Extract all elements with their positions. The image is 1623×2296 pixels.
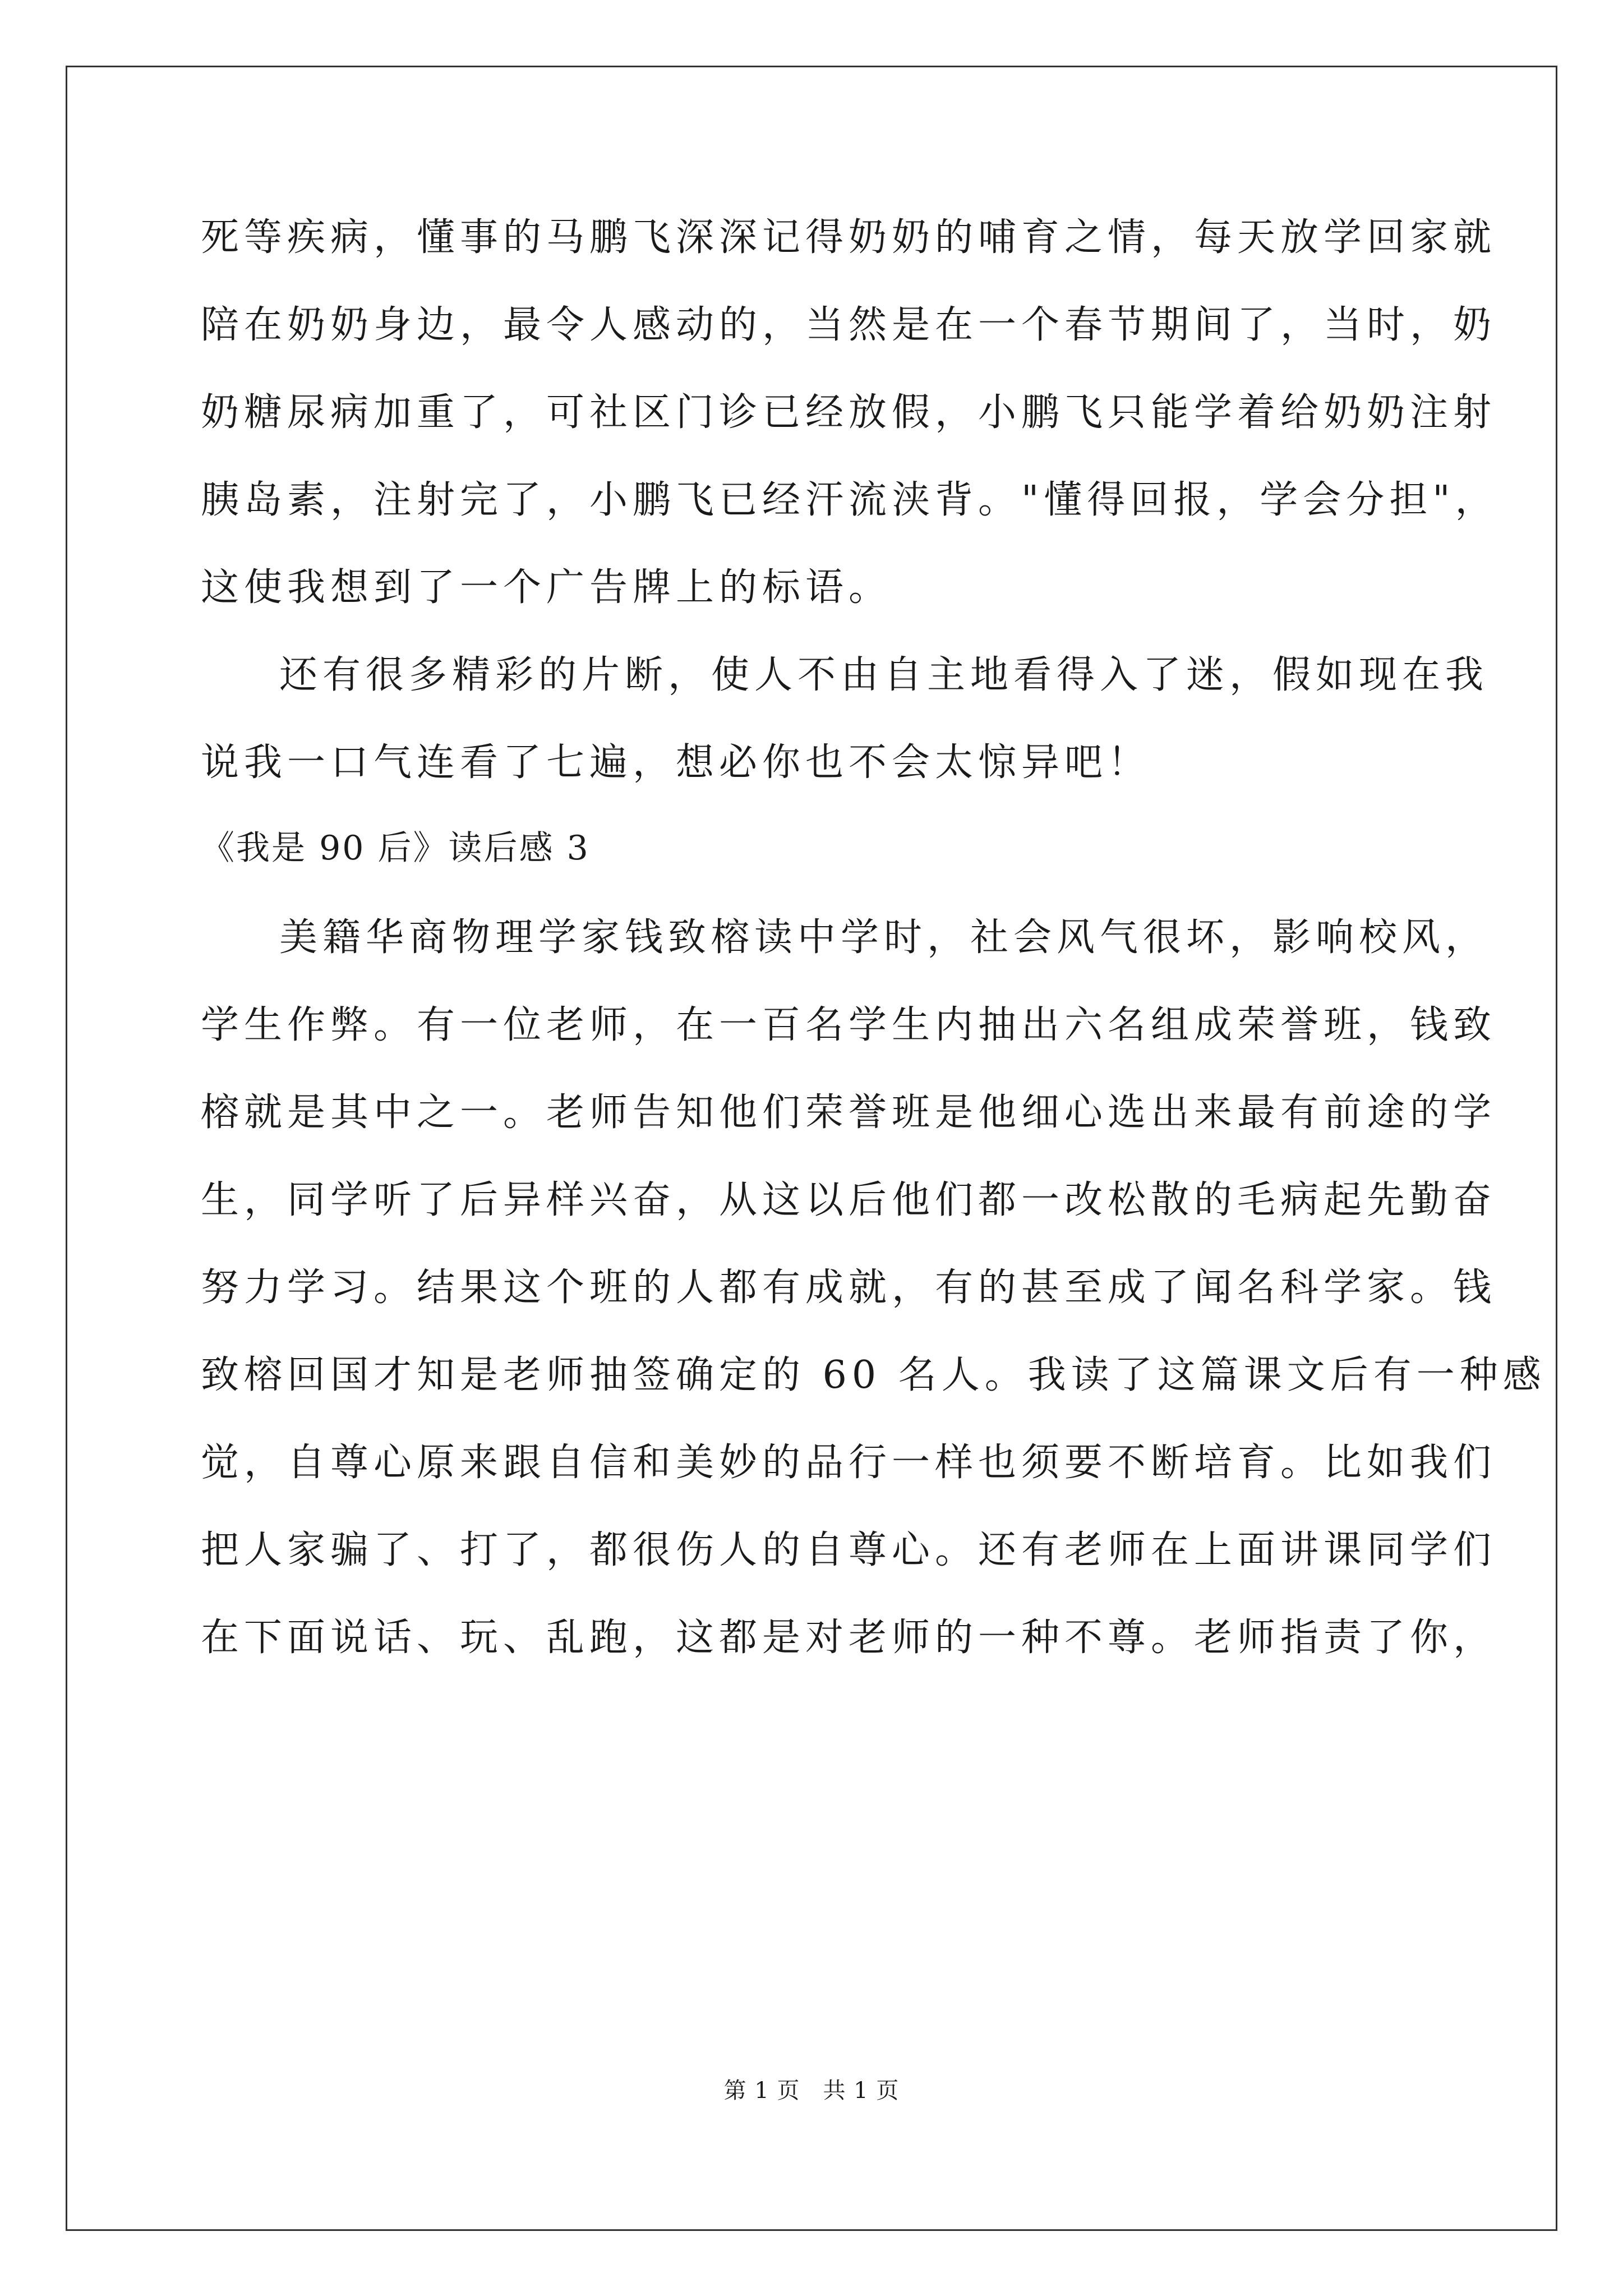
paragraph-line: 陪在奶奶身边，最令人感动的，当然是在一个春节期间了，当时，奶 [201,303,1497,347]
section-heading: 《我是 90 后》读后感 3 [201,829,590,868]
paragraph-line: 说我一口气连看了七遍，想必你也不会太惊异吧！ [201,740,1151,785]
paragraph-line: 觉，自尊心原来跟自信和美妙的品行一样也须要不断培育。比如我们 [201,1441,1497,1485]
page-number-footer: 第 1 页 共 1 页 [723,2078,900,2104]
paragraph-line: 奶糖尿病加重了，可社区门诊已经放假，小鹏飞只能学着给奶奶注射 [201,390,1497,435]
paragraph-line: 这使我想到了一个广告牌上的标语。 [201,565,892,610]
paragraph-line: 美籍华商物理学家钱致榕读中学时，社会风气很坏，影响校风， [279,915,1489,960]
paragraph-line: 致榕回国才知是老师抽签确定的 60 名人。我读了这篇课文后有一种感 [201,1353,1546,1397]
paragraph-line: 胰岛素，注射完了，小鹏飞已经汗流浃背。"懂得回报，学会分担"， [201,478,1498,522]
paragraph-line: 学生作弊。有一位老师，在一百名学生内抽出六名组成荣誉班，钱致 [201,1003,1497,1047]
paragraph-line: 在下面说话、玩、乱跑，这都是对老师的一种不尊。老师指责了你， [201,1616,1497,1660]
paragraph-line: 还有很多精彩的片断，使人不由自主地看得入了迷，假如现在我 [279,653,1489,697]
paragraph-line: 把人家骗了、打了，都很伤人的自尊心。还有老师在上面讲课同学们 [201,1528,1497,1572]
paragraph-line: 榕就是其中之一。老师告知他们荣誉班是他细心选出来最有前途的学 [201,1091,1497,1135]
paragraph-line: 生，同学听了后异样兴奋，从这以后他们都一改松散的毛病起先勤奋 [201,1178,1497,1222]
paragraph-line: 死等疾病，懂事的马鹏飞深深记得奶奶的哺育之情，每天放学回家就 [201,215,1497,260]
paragraph-line: 努力学习。结果这个班的人都有成就，有的甚至成了闻名科学家。钱 [201,1266,1497,1310]
